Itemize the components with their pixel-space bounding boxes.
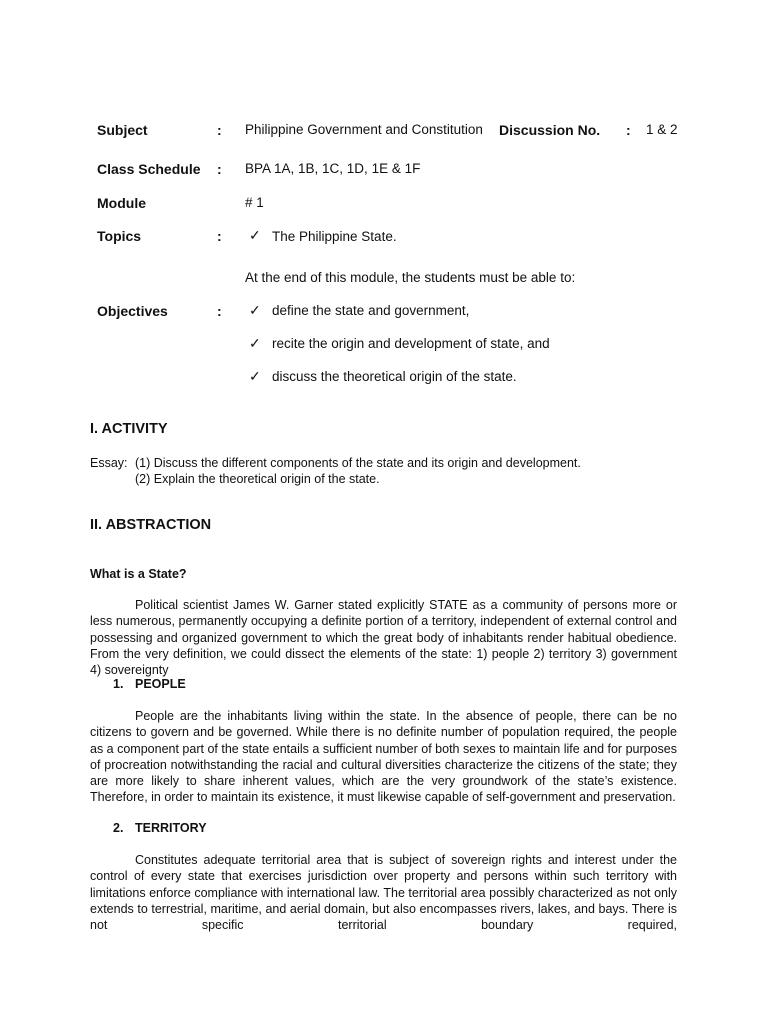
- module-label: Module: [97, 195, 146, 211]
- subject-colon: :: [217, 122, 222, 138]
- question-heading: What is a State?: [90, 567, 187, 581]
- objectives-colon: :: [217, 303, 222, 319]
- activity-heading: I. ACTIVITY: [90, 421, 168, 437]
- topics-colon: :: [217, 228, 222, 244]
- schedule-value: BPA 1A, 1B, 1C, 1D, 1E & 1F: [245, 161, 421, 176]
- subject-label: Subject: [97, 122, 148, 138]
- abstraction-heading: II. ABSTRACTION: [90, 517, 212, 533]
- schedule-colon: :: [217, 161, 222, 177]
- discussion-value: 1 & 2: [646, 122, 678, 137]
- essay-label: Essay:: [90, 456, 128, 470]
- topic-item: The Philippine State.: [272, 229, 397, 244]
- section-title: TERRITORY: [135, 821, 207, 835]
- topics-label: Topics: [97, 228, 142, 244]
- people-paragraph: People are the inhabitants living within the state. In the absence of people, there can be no citizens to govern and be governed. While there is no definite number of population required, the people as a component part of the state entails a sufficient number of both sexes to maintain life and for purposes of procreation notwithstanding the racial and cultural diversities characterize the citizens of the state; they are more likely to share inherent values, which are the very groundwork of the state’s existence. Therefore, in order to maintain its existence, it must likewise capable of self-government and preservation.: [90, 709, 677, 805]
- discussion-label: Discussion No.: [499, 122, 601, 138]
- objectives-intro: At the end of this module, the students must be able to:: [245, 270, 576, 285]
- check-icon: ✓: [249, 302, 261, 318]
- objective-item: discuss the theoretical origin of the state.: [272, 369, 517, 384]
- objective-item: define the state and government,: [272, 303, 470, 318]
- check-icon: ✓: [249, 227, 261, 243]
- subject-value: Philippine Government and Constitution: [245, 122, 483, 137]
- essay-item: (2) Explain the theoretical origin of the state.: [135, 472, 380, 486]
- schedule-label: Class Schedule: [97, 161, 201, 177]
- section-title: PEOPLE: [135, 677, 186, 691]
- section-number: 1.: [113, 677, 124, 691]
- section-number: 2.: [113, 821, 124, 835]
- objectives-label: Objectives: [97, 303, 168, 319]
- discussion-colon: :: [626, 122, 631, 138]
- check-icon: ✓: [249, 368, 261, 384]
- intro-paragraph: Political scientist James W. Garner stated explicitly STATE as a community of persons more or less numerous, permanently occupying a definite portion of a territory, independent of external control and possessing and organized government to which the great body of inhabitants render habitual obedience. From the very definition, we could dissect the elements of the state: 1) people 2) territory 3) government 4) sovereignty: [90, 598, 677, 678]
- module-value: # 1: [245, 195, 264, 210]
- territory-paragraph: Constitutes adequate territorial area that is subject of sovereign rights and interest under the control of every state that exercises jurisdiction over property and persons within such territory with limitations enforce compliance with international law. The territorial area possibly characterized as not only extends to terrestrial, maritime, and aerial domain, but also encompasses rivers, lakes, and bays. There is not specific territorial boundary required,: [90, 853, 677, 933]
- objective-item: recite the origin and development of state, and: [272, 336, 550, 351]
- check-icon: ✓: [249, 335, 261, 351]
- essay-item: (1) Discuss the different components of the state and its origin and development.: [135, 456, 581, 470]
